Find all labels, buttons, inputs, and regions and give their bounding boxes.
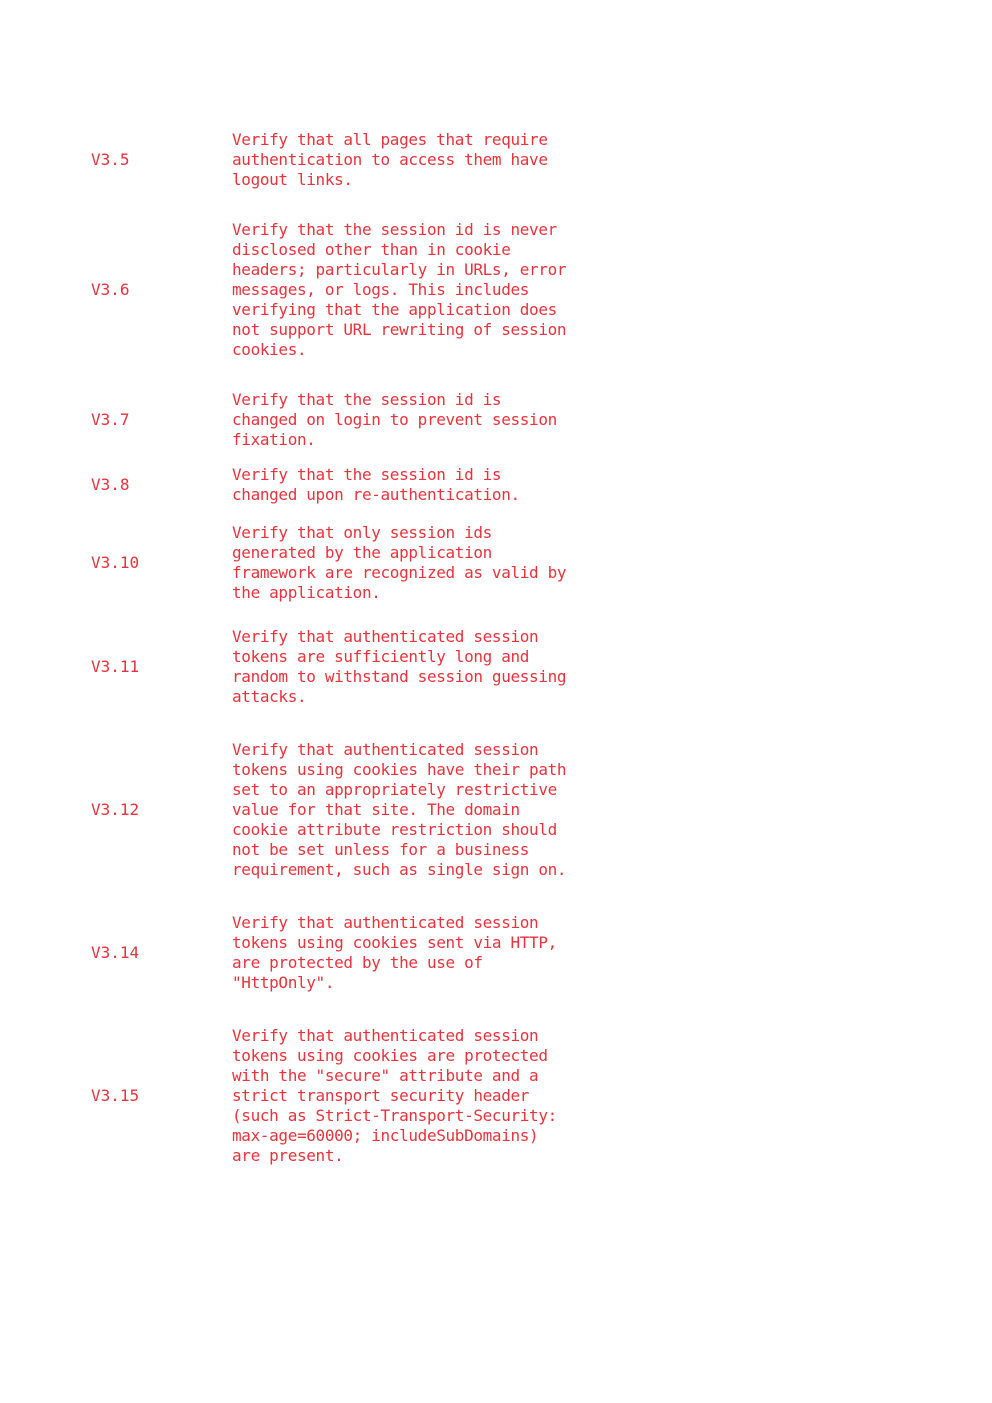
- requirement-id: V3.14: [91, 943, 140, 962]
- requirement-text: Verify that authenticated session tokens using cookies sent via HTTP, are protected by the use of "HttpOnly".: [232, 913, 557, 992]
- requirement-text: Verify that authenticated session tokens using cookies have their path set to an appropriately restrictive value for that site. The domain cookie attribute restriction should not be set unless for a business requirement, such as single sign on.: [232, 740, 567, 879]
- requirement-row: [91, 465, 691, 505]
- requirement-text: Verify that the session id is changed upon re-authentication.: [232, 465, 520, 504]
- requirement-text: Verify that authenticated session tokens using cookies are protected with the "secure" attribute and a strict transport security header (such as Strict-Transport-Security: max-age=60000; includeSubDomains) are present.: [232, 1026, 557, 1165]
- requirement-id: V3.15: [91, 1086, 140, 1105]
- requirement-id: V3.8: [91, 475, 130, 494]
- requirement-row: [91, 627, 691, 707]
- requirement-text: Verify that the session id is never disclosed other than in cookie headers; particularly in URLs, error messages, or logs. This includes verifying that the application does not support URL rewriting of session cookies.: [232, 220, 567, 359]
- requirement-id: V3.5: [91, 150, 130, 169]
- requirement-id: V3.10: [91, 553, 140, 572]
- requirement-row: [91, 523, 691, 603]
- requirement-row: [91, 1026, 691, 1166]
- requirement-text: Verify that all pages that require authentication to access them have logout links.: [232, 130, 548, 189]
- requirement-id: V3.12: [91, 800, 140, 819]
- requirement-text: Verify that only session ids generated by the application framework are recognized as valid by the application.: [232, 523, 567, 602]
- requirement-text: Verify that authenticated session tokens are sufficiently long and random to withstand session guessing attacks.: [232, 627, 567, 706]
- requirement-text: Verify that the session id is changed on login to prevent session fixation.: [232, 390, 557, 449]
- requirement-id: V3.7: [91, 410, 130, 429]
- requirement-id: V3.6: [91, 280, 130, 299]
- requirement-id: V3.11: [91, 657, 140, 676]
- requirement-row: [91, 913, 691, 993]
- requirement-row: [91, 390, 691, 450]
- requirement-row: [91, 130, 691, 190]
- requirement-row: [91, 740, 691, 880]
- requirement-row: [91, 220, 691, 360]
